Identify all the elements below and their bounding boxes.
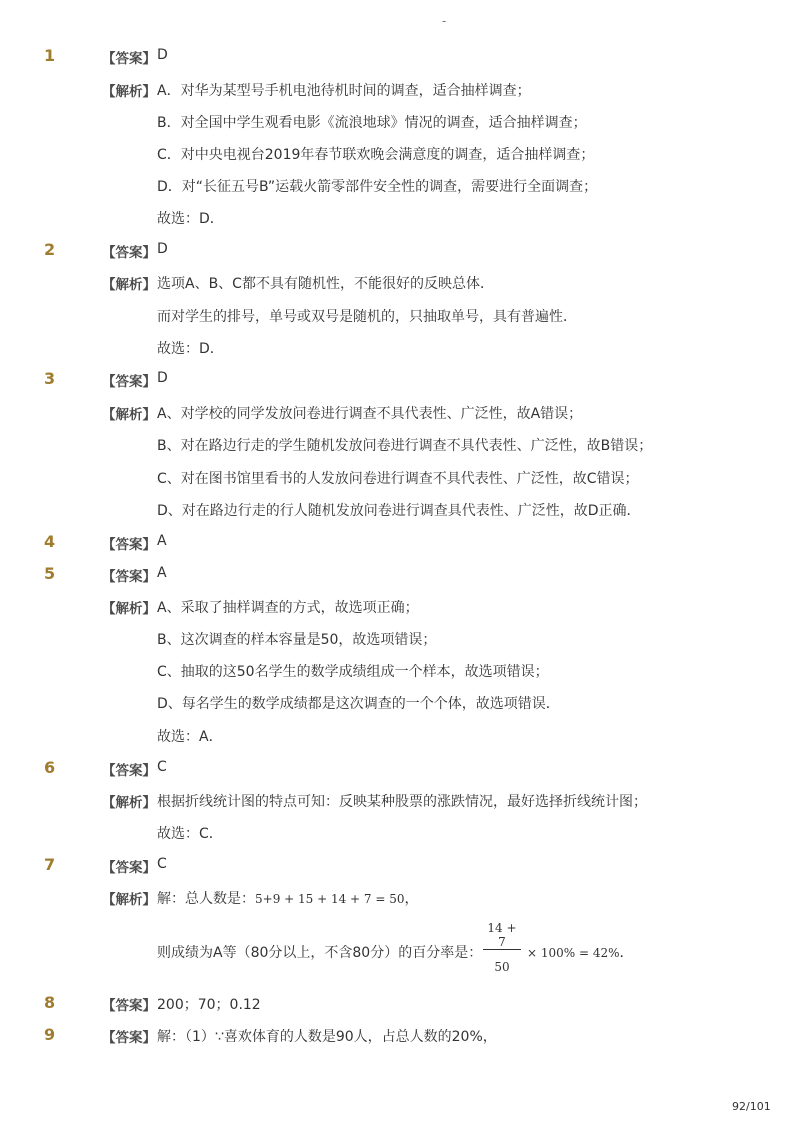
answer-label: 【答案】	[102, 245, 156, 261]
answer-label: 【答案】	[102, 569, 156, 585]
analysis-line: C．对中央电视台2019年春节联欢晚会满意度的调查，适合抽样调查；	[157, 147, 595, 163]
answer-value: A	[157, 565, 167, 581]
analysis-line: D、对在路边行走的行人随机发放问卷进行调查具代表性、广泛性，故D正确．	[157, 503, 641, 519]
question-number: 8	[44, 993, 56, 1012]
analysis-line: B、这次调查的样本容量是50，故选项错误；	[157, 632, 437, 648]
analysis-label: 【解析】	[102, 277, 156, 293]
analysis-label: 【解析】	[102, 795, 156, 811]
analysis-line: A、采取了抽样调查的方式，故选项正确；	[157, 600, 419, 616]
analysis-line: D．对“长征五号B”运载火箭零部件安全性的调查，需要进行全面调查；	[157, 179, 598, 195]
solution-prefix: 解：总人数是：	[157, 891, 255, 907]
math-expression: × 100% = 42%	[527, 946, 620, 960]
fraction-numerator: 14 + 7	[487, 921, 517, 949]
fraction-denominator: 50	[494, 960, 510, 974]
analysis-line: A、对学校的同学发放问卷进行调查不具代表性、广泛性，故A错误；	[157, 406, 583, 422]
analysis-line: A．对华为某型号手机电池待机时间的调查，适合抽样调查；	[157, 83, 531, 99]
answer-value: A	[157, 533, 167, 549]
answer-value: D	[157, 370, 168, 386]
solution-line	[157, 888, 419, 908]
answer-value: D	[157, 241, 168, 257]
answer-value: C	[157, 856, 167, 872]
solution-suffix: ，	[404, 891, 419, 907]
page-top-mark: -	[442, 14, 447, 28]
analysis-line: C、对在图书馆里看书的人发放问卷进行调查不具代表性、广泛性，故C错误；	[157, 471, 639, 487]
question-number: 3	[44, 369, 56, 388]
analysis-line: B、对在路边行走的学生随机发放问卷进行调查不具代表性、广泛性，故B错误；	[157, 438, 653, 454]
analysis-line: 故选：D．	[157, 211, 224, 227]
question-number: 4	[44, 532, 56, 551]
math-expression: 5+9 + 15 + 14 + 7 = 50	[255, 892, 405, 906]
percentage-line: 则成绩为A等（80分以上，不含80分）的百分率是：	[157, 945, 483, 961]
fraction-bar	[483, 949, 521, 950]
answer-value: 200；70；0.12	[157, 997, 261, 1013]
question-number: 9	[44, 1025, 56, 1044]
analysis-label: 【解析】	[102, 84, 156, 100]
sentence-end: ．	[619, 945, 634, 961]
analysis-line: 故选：D．	[157, 341, 224, 357]
analysis-line: 根据折线统计图的特点可知：反映某种股票的涨跌情况，最好选择折线统计图；	[157, 794, 647, 810]
question-number: 2	[44, 240, 56, 259]
answer-label: 【答案】	[102, 537, 156, 553]
analysis-line: D、每名学生的数学成绩都是这次调查的一个个体，故选项错误．	[157, 696, 560, 712]
question-number: 6	[44, 758, 56, 777]
analysis-line: 选项A、B、C都不具有随机性，不能很好的反映总体．	[157, 276, 494, 292]
answer-label: 【答案】	[102, 51, 156, 67]
answer-label: 【答案】	[102, 1030, 156, 1046]
question-number: 5	[44, 564, 56, 583]
percentage-result	[527, 942, 634, 962]
page-number: 92/101	[732, 1100, 771, 1113]
analysis-line: 而对学生的排号，单号或双号是随机的，只抽取单号，具有普遍性．	[157, 309, 577, 325]
analysis-line: 故选：C．	[157, 826, 223, 842]
answer-value: D	[157, 47, 168, 63]
analysis-line: B．对全国中学生观看电影《流浪地球》情况的调查，适合抽样调查；	[157, 115, 587, 131]
question-number: 1	[44, 46, 56, 65]
analysis-line: 故选：A．	[157, 729, 223, 745]
answer-label: 【答案】	[102, 998, 156, 1014]
answer-label: 【答案】	[102, 374, 156, 390]
answer-label: 【答案】	[102, 860, 156, 876]
analysis-label: 【解析】	[102, 407, 156, 423]
analysis-label: 【解析】	[102, 892, 156, 908]
answer-label: 【答案】	[102, 763, 156, 779]
analysis-label: 【解析】	[102, 601, 156, 617]
analysis-line: C、抽取的这50名学生的数学成绩组成一个样本，故选项错误；	[157, 664, 549, 680]
question-number: 7	[44, 855, 56, 874]
answer-value: 解：（1）∵喜欢体育的人数是90人，占总人数的20%，	[157, 1029, 497, 1045]
answer-value: C	[157, 759, 167, 775]
